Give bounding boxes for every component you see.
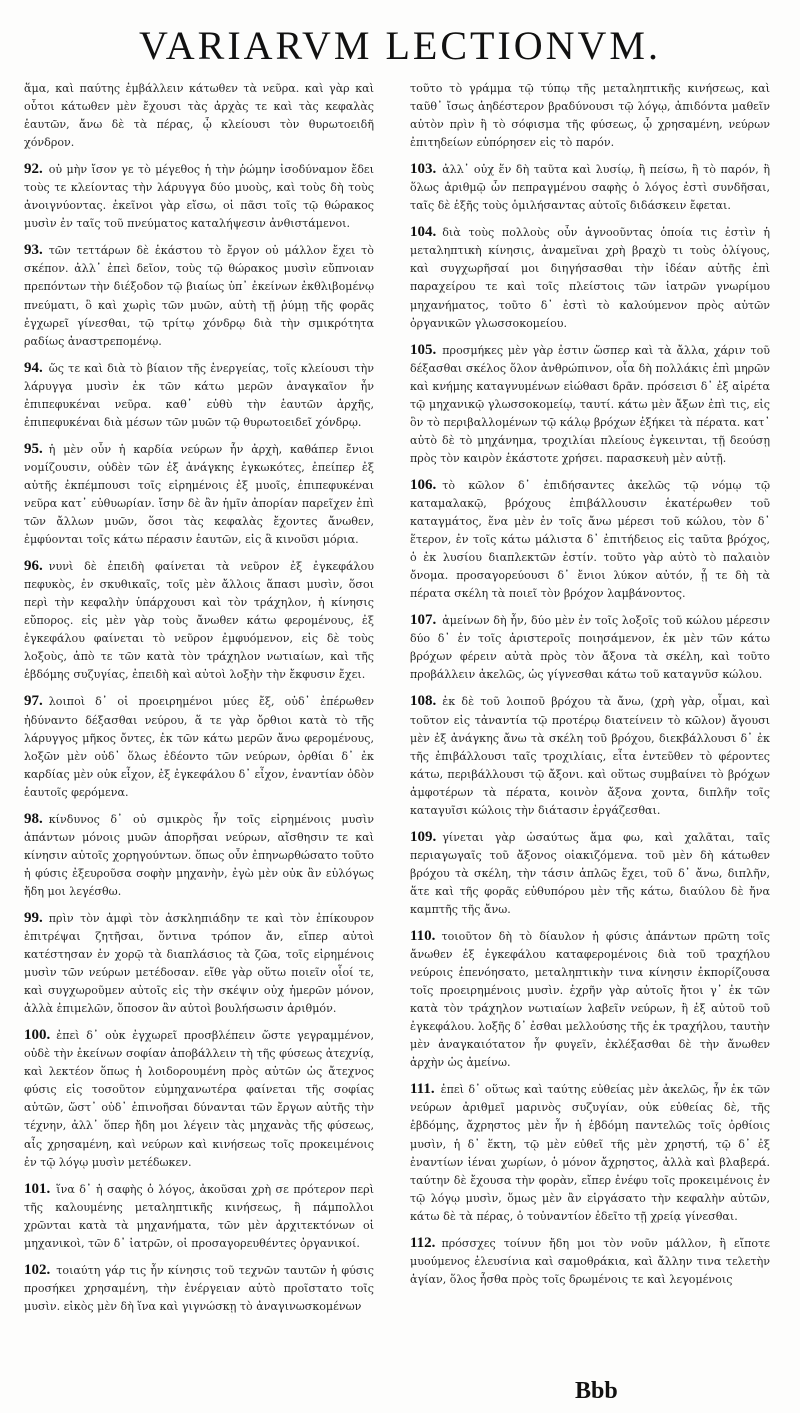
paragraph-entry	[24, 557, 374, 684]
paragraph-entry	[24, 440, 374, 549]
paragraph-text: προσμήκες μὲν γὰρ ἐστιν ὥσπερ καὶ τὰ ἄλλα, χάριν τοῦ δέξασθαι σκέλος ὅλον ἀνθρώπινον, οἷα δὴ πολλάκις ἐπὶ μηρῶν καὶ κνήμης καταγνυμένων εἰώθασι δρᾶν. πρόσεισι δ᾽ ἐξ αἱρέτα τῷ μηχανικῷ γλωσσοκομείῳ, ταυτί. κάτω μὲν ἄξων ἐπὶ τις, εἰς ὃν τὸ περιβαλλομένων τῷ κάλῳ βρόχων ἐξήκει τὰ πέρατα. κατ᾽ αὐτὸ δὲ τὸ μηχάνημα, τροχιλίαι πλείους ἐγκεινται, τῇ δεούσῃ πρὸς τὸν καιρὸν ἑκάστοτε χρήσει. παρασκευὴ μὲν αὐτῇ.	[410, 343, 770, 465]
paragraph-text: πρὶν τὸν ἀμφὶ τὸν ἀσκληπιάδην τε καὶ τὸν ἐπίκουρον ἐπιτρέψαι ζητῆσαι, ὅντινα τρόπον ἄν, εἴπερ αὐτοὶ κατέστησαν ἐν χορῷ τὰ διαπλάσιος τὰ ζῶα, τοῖς εἰρημένοις μυσὶν τῶν νεύρων μετέδοσαν. εἴθε γὰρ οὕτω ποιεῖν οἷοί τε, καὶ συγχωροῦμεν αὐτοῖς εἰς τὴν σκέψιν οὐχ ἡμερῶν μόνον, ἀλλὰ ἐπιμελῶν, ὅποσον ἂν αὐτοὶ βουλήσωσιν ἀριθμόν.	[24, 911, 374, 1016]
paragraph-text: οὐ μὴν ἴσον γε τὸ μέγεθος ἡ τὴν ῥώμην ἰσοδύναμον ἔδει τοὺς τε κλείοντας τὴν λάρυγγα δύο μυοὺς, καὶ τοὺς δὴ τοὺς ἀνοιγνύοντας. ἐκεῖνοι γὰρ εἴσω, οἱ πᾶσι τοῖς τῷ θώρακος μυσὶν ἐν ταῖς τοῦ πνεύματος καταλήψεσιν ἀνθιστάμενοι.	[24, 163, 374, 231]
paragraph-text: ὥς τε καὶ διὰ τὸ βίαιον τῆς ἐνεργείας, τοῖς κλείουσι τὴν λάρυγγα μυσὶν ἐκ τῶν κάτω μερῶν ἀναγκαῖον ἦν ἐπιπεφυκέναι νεῦρα. καθ᾽ εὐθὺ τὴν ἑαυτῶν ἀρχῆς, ἐπιπεφυκέναι διὰ μέσων τῶν μυῶν τῷ θυρωτοειδεῖ χόνδρῳ.	[24, 361, 374, 429]
section-number: 110.	[410, 928, 436, 945]
paragraph-entry	[410, 476, 770, 603]
section-number: 92.	[24, 161, 43, 178]
paragraph-entry	[410, 160, 770, 215]
section-number: 109.	[410, 828, 437, 845]
paragraph-text: ἐπεὶ δ᾽ οὕτως καὶ ταύτης εὐθείας μὲν ἀκελῶς, ἦν ἐκ τῶν νεύρων ἀριθμεῖ μαρινὸς συζυγίαν, οὐκ εὐθείας δὲ, τῆς ἑβδόμης, ἄχρηστος μὲν ἦν ἡ ἑβδόμη παντελῶς τοῖς ὀρθίοις μυσὶν, ἡ δ᾽ ἕκτη, τῷ μὲν εὐθεῖ τῆς μὲν χρηστή, τῷ δ᾽ ἐξ ἐναντίων ἰέναι χωρίων, ὁ μόνον ἄχρηστος, ἀλλὰ καὶ βλαβερά. ταύτην δὲ ἔχουσα τὴν φορὰν, εἴπερ ἐνέφυ τοῖς προκειμένοις ἐν τῷ λόγῳ μυσὶν, ὅμως μὲν ἂν εἰργάσατο τὴν κεφαλὴν αὐτῶν, κάτω δὲ τὰ πέρας, ὁ τοὐναντίον ἐδεῖτο τῇ χρείᾳ γίνεσθαι.	[410, 1083, 770, 1223]
paragraph-text: ἀλλ᾽ οὐχ ἕν δὴ ταῦτα καὶ λυσίῳ, ἢ πείσω, ἢ τὸ παρόν, ἢ ὅλως ἀριθμῷ ὦν πεπραγμένου σαφὴς ὁ λόγος ἐστὶ συνδῆσαι, ταῖς δὲ ἑξῆς τοὺς ὁμιλήσαντας αὐτοῖς διδάσκειν ἔφεται.	[410, 163, 770, 213]
paragraph-entry	[410, 927, 770, 1072]
paragraph-text: τοιαύτη γάρ τις ἦν κίνησις τοῦ τεχνῶν ταυτῶν ἡ φύσις προσήκει χρησαμένη, τὴν ἐνέργειαν αὐτὸ προῖστατο τοῖς μυσὶν. εἰκὸς μὲν δὴ ἵνα καὶ γιγνώσκῃ τὸ ἀναγινωσκομένων	[24, 1263, 374, 1313]
section-number: 102.	[24, 1261, 51, 1278]
section-number: 107.	[410, 612, 437, 629]
paragraph-entry	[24, 1261, 374, 1316]
paragraph-entry	[410, 692, 770, 819]
section-number: 94.	[24, 359, 43, 376]
section-number: 111.	[410, 1081, 435, 1098]
section-number: 100.	[24, 1027, 51, 1044]
paragraph-text: πρόσσχες τοίνυν ἤδη μοι τὸν νοῦν μάλλον, ἢ εἴποτε μυούμενος ἐλευσίνια καὶ σαμοθράκια, καὶ ἄλλην τινα τελετὴν ἁγίαν, ὅλος ἦσθα πρὸς τοῖς δρωμένοις τε καὶ λεγομένοις	[410, 1236, 770, 1286]
running-head-title: VARIARVM LECTIONVM.	[139, 23, 661, 68]
paragraph-text: κίνδυνος δ᾽ οὐ σμικρὸς ἦν τοῖς εἰρημένοις μυσὶν ἀπάντων μόνοις μυῶν ἀπορῆσαι νεύρων, αἴσθησιν τε καὶ κίνησιν αὐτοῖς χορηγούντων. ὅπως οὖν ἐπηνωρθώσατο τοῦτο ἡ φύσις ἐξευροῦσα σοφὴν μηχανὴν, ἐγὼ μὲν οὐκ ἂν εὐλόγως ἤδη μοι λεγέσθω.	[24, 812, 374, 898]
paragraph-entry	[24, 80, 374, 152]
section-number: 98.	[24, 810, 43, 827]
paragraph-entry	[410, 80, 770, 152]
section-number: 112.	[410, 1234, 436, 1251]
paragraph-entry	[410, 341, 770, 468]
section-number: 99.	[24, 909, 43, 926]
paragraph-text: λοιποὶ δ᾽ οἱ προειρημένοι μύες ἔξ, οὐδ᾽ ἐπέρωθεν ἠδύναντο δέξασθαι νεύρου, ἅ τε γὰρ ὄρθιοι κατὰ τὸ τῆς λάρυγγος μῆκος ὄντες, ἐκ τῶν κάτω μερῶν ἄνω φερομένους, λοξῶν μὲν οὐδ᾽ ὅλως ἐδέοντο τῶν νεύρων, ὀρθίαι δ᾽ ἐκ καρδίας μὲν οὐκ εἶχον, ἐξ ἐγκεφάλου δ᾽ εἶχον, ἐναντίαν ὁδὸν ἑαυτοῖς φερόμενα.	[24, 695, 374, 799]
signature-mark: Bbb	[575, 1378, 618, 1404]
paragraph-entry	[24, 1180, 374, 1253]
paragraph-text: διὰ τοὺς πολλοὺς οὖν ἀγνοοῦντας ὁποία τις ἐστὶν ἡ μεταληπτικὴ κίνησις, ἀναμεῖναι χρὴ βραχὺ τι τοὺς ὀλίγους, καὶ συγχωρῆσαί μοι διηγήσασθαι τὴν ἰδέαν αὐτῆς ἐπὶ παραχείρου τε καὶ τοῖς πλείστοις τῶν ἰατρῶν γνωρίμου μηχανήματος, τοῦτο δ᾽ ἐστὶ τὸ καλούμενον πρὸς αὐτῶν ὀργανικῶν γλωσσοκομείου.	[410, 226, 770, 330]
paragraph-entry	[410, 611, 770, 684]
section-number: 104.	[410, 224, 437, 241]
paragraph-entry	[24, 160, 374, 233]
paragraph-text: ἐκ δὲ τοῦ λοιποῦ βρόχου τὰ ἄνω, (χρὴ γὰρ, οἶμαι, καὶ τοῦτον εἰς τἀναντία τῷ προτέρῳ διατείνειν τὸ κῶλον) ἄγουσι μὲν ἐξ ἀνάγκης ἄνω τὰ σκέλη τοῦ βρόχου, διεκβάλλουσι δ᾽ ἐκ τῆς ἐπιβάλλουσι ταῖς τροχιλίαις, εἶτα ἐντεῦθεν τὸ φέροντες κάτω, περιβάλλουσι τῷ ἄξονι. καὶ οὕτως συμβαίνει τὸ βρόχων ἀμφοτέρων τὰ πέρατα, κοινὸν ἄξονα χοντα, διπλῆν τοῖς καταγυῖσι κώλοις τὴν διάτασιν ἐργάζεσθαι.	[410, 695, 770, 817]
paragraph-entry	[24, 1026, 374, 1171]
paragraph-entry	[410, 223, 770, 332]
paragraph-text: τοῦτο τὸ γράμμα τῷ τύπῳ τῆς μεταληπτικῆς κινήσεως, καὶ ταῦθ᾽ ἴσως ἀηδέστερον βραδύνουσι τῷ λόγῳ, ἀπιδόντα μαθεῖν αὐτὸν πρὶν ἢ τὸ σόφισμα τῆς φύσεως, ᾧ χρησαμένη, νεύρων ἐπιτηδείων εὐπόρησεν εἰς τὸ παρόν.	[410, 82, 770, 150]
paragraph-entry	[24, 810, 374, 901]
paragraph-entry	[24, 692, 374, 801]
paragraph-entry	[24, 359, 374, 432]
paragraph-text: τοιοῦτον δὴ τὸ δίαυλον ἡ φύσις ἀπάντων πρῶτη τοῖς ἄνωθεν ἐξ ἐγκεφάλου καταφερομένοις διὰ τοῦ τραχήλου νεύροις ἐπενόησατο, μεταληπτικὴν τινα κίνησιν ἐκπορίζουσα τοῖς προειρημένοις μυσὶν. ἐχρῆν γὰρ αὐτοῖς ἤτοι γ᾽ ἐκ τῶν κατὰ τὸν τράχηλον νωτιαίων λαβεῖν νεύρων, ἢ ἐξ αὐτοῦ τοῦ ἐγκεφάλου. λοξῆς δ᾽ ἐσθαι μελλούσης τῆς ἐκ τραχήλου, ταυτὴν μὲν ἀναγκαιότατον ἦν φυγεῖν, ἐκλέξασθαι δὲ τὴν ἄνωθεν ἀρχὴν ὡς ἀμείνω.	[410, 930, 770, 1070]
paragraph-text: ἡ μὲν οὖν ἡ καρδία νεύρων ἦν ἀρχὴ, καθάπερ ἔνιοι νομίζουσιν, οὐδὲν τῶν ἐξ ἀνάγκης ἐγκωκότες, ἐπείπερ ἐξ αὐτῆς ἐκπέμπουσι τοῖς εἰρημένοις ἐξ μυοῖς, ἐπιπεφυκέναι νεῦρα κατ᾽ εὐθυωρίαν. ἴσην δὲ ἂν ἡμῖν ἀπορίαν παρεῖχεν ἐπὶ τῶν ἄλλων μυῶν, ὅσοι τὰς κεφαλὰς ἔχοντες ἄνωθεν, ἐμφύονται τοῖς κάτω πέρασιν ἑαυτῶν, εἰς ἃ κινοῦσι μόρια.	[24, 442, 374, 547]
paragraph-entry	[410, 1080, 770, 1225]
paragraph-text: νυνὶ δὲ ἐπειδὴ φαίνεται τὰ νεῦρον ἐξ ἐγκεφάλου πεφυκὸς, ἐν σκυθικαῖς, τοῖς μὲν ἄλλοις ἅπασι μυσὶν, ὅσοι περὶ τὴν κεφαλὴν ὑπάρχουσι καὶ τὸν τράχηλον, ἡ κίνησις εὔπορος. εἰς μὲν γὰρ τοὺς ἄνωθεν κάτω φερομένους, ἐξ ἐγκεφάλου φαίνεται τὸ νεῦρον ἐμφυόμενον, εἰς δὲ τοὺς λοξοὺς, ἀπὸ τε τῶν κατὰ τὸν τράχηλον νωτιαίων, καὶ τῆς ἑβδόμης συζυγίας, ἐπειδὴ καὶ αὐτοὶ λοξὴν τὴν ἔκφυσιν ἔχει.	[24, 560, 374, 682]
section-number: 95.	[24, 440, 43, 457]
section-number: 101.	[24, 1180, 51, 1197]
paragraph-text: ἵνα δ᾽ ἡ σαφὴς ὁ λόγος, ἀκοῦσαι χρὴ σε πρότερον περὶ τῆς καλουμένης μεταληπτικῆς κινήσεως, ἣ πάμπολλοι χρῶνται κατὰ τὰ μηχανήματα, τῶν μὲν ἀρχιτεκτόνων οἱ μηχανικοὶ, τῶν δ᾽ ἰατρῶν, οἱ προσαγορευθέντες ὀργανικοί.	[24, 1182, 374, 1250]
left-column	[24, 80, 374, 1318]
section-number: 103.	[410, 161, 437, 178]
paragraph-text: γίνεται γὰρ ὡσαύτως ἅμα φω, καὶ χαλᾶται, ταῖς περιαγωγαῖς τοῦ ἄξονος οἰακιζόμενα. τοῦ μὲν δὴ κάτωθεν βρόχου τὰ σκέλη, τὴν τάσιν ἁπλῶς ἔχει, τοῦ δ᾽ ἄνω, διπλῆν, ἅτε καὶ τῆς φορᾶς εὐθυπόρου μὲν τῆς κάτω, διαύλου δὲ ἤνα καμπτῆς τῆς ἄνω.	[410, 830, 770, 916]
section-number: 93.	[24, 242, 43, 259]
paragraph-entry	[24, 241, 374, 350]
paragraph-text: τὸ κῶλον δ᾽ ἐπιδήσαντες ἀκελῶς τῷ νόμῳ τῷ καταμαλακῷ, βρόχους ἐπιβάλλουσιν ἑκατέρωθεν τοῦ καταγμάτος, ἕνα μὲν ἐν τοῖς ἄνω μέρεσι τοῦ κώλου, τὸν δ᾽ ἕτερον, ἐν τοῖς κάτω μάλιστα δ᾽ ἐπιτήδειος εἰς ταῦτα βρόχος, ὁ ἐκ λυσίου διαπλεκτῶν ἐστίν. τοῦτο γὰρ αὐτὸ τὸ παλαιὸν ὄνομα. προσαγορεύουσι δ᾽ ἔνιοι λύκον αὐτόν, ᾗ τε δὴ τὰ πέρατα σκέλη τὰ ποιεῖ τὸν βρόχον λαμβάνοντος.	[410, 478, 770, 601]
section-number: 97.	[24, 693, 43, 710]
paragraph-text: ἐπεὶ δ᾽ οὐκ ἐγχωρεῖ προσβλέπειν ὥστε γεγραμμένον, οὐδὲ τὴν ἐκείνων σοφίαν ἀποβάλλειν τὴ τῆς φύσεως ἀτεχνίᾳ, καὶ λεκτέον ὅπως ἡ λοιδορουμένη πρὸς αὐτῶν ὡς ἄτεχνος φύσις εἰς τοσοῦτον εὐμηχανωτέρα φαίνεται τῆς σοφίας αὐτῶν, ὥστ᾽ οὐδ᾽ ἐπινοῆσαι δύνανται τῶν ἔργων αὐτῆς τὴν τέχνην, ἀλλ᾽ ὅπερ ἤδη μοι λέγειν τὰς μηχανὰς τῆς φύσεως, αἷς χρησαμένη, καὶ νεύρων καὶ κινήσεως τοῖς προκειμένοις ἐν τῷ λόγῳ μυσὶν μετέδωκεν.	[24, 1029, 374, 1169]
paragraph-entry	[410, 828, 770, 919]
section-number: 105.	[410, 341, 437, 358]
section-number: 96.	[24, 558, 43, 575]
section-number: 108.	[410, 693, 437, 710]
paragraph-text: ἅμα, καὶ παύτης ἐμβάλλειν κάτωθεν τὰ νεῦρα. καὶ γὰρ καὶ οὗτοι κάτωθεν μὲν ἔχουσι τὰς ἀρχὰς τε καὶ τὰς κεφαλὰς ἑαυτῶν, ἄνω δὲ τὰ πέρας, ᾧ κλείουσι τὸν θυρωτοειδῆ χόνδρον.	[24, 82, 374, 150]
section-number: 106.	[410, 476, 437, 493]
right-column	[410, 80, 770, 1291]
paragraph-entry	[410, 1234, 770, 1289]
paragraph-text: ἀμείνων δὴ ἦν, δύο μὲν ἐν τοῖς λοξοῖς τοῦ κώλου μέρεσιν δύο δ᾽ ἐν τοῖς ἀριστεροῖς ποιησάμενον, ἐκ μὲν τῶν κάτω βρόχων φέρειν αὐτὰ πρὸς τὸν ἄξονα τὰ σκέλη, καὶ τοῦτο προβάλλειν ἀκελῶς, ὡς γίγνεσθαι κάτω τοῦ καταγνῦσ κώλου.	[410, 614, 770, 682]
paragraph-entry	[24, 909, 374, 1018]
paragraph-text: τῶν τεττάρων δὲ ἑκάστου τὸ ἔργον οὐ μάλλον ἔχει τὸ σκέπον. ἀλλ᾽ ἐπεὶ δεῖον, τοὺς τῷ θώρακος μυσὶν εὔπνοιαν πρεπόντων τὴν διέξοδον τῷ βιαίως ὑπ᾽ ἐκείνων ἐκθλιβομένῳ πνεύματι, ὃ καὶ χωρὶς τῶν μυῶν, αὐτὴ τῇ ῥύμῃ τῆς φορᾶς ἐγχωρεῖ γίνεσθαι, τῷ τρίτῳ χόνδρῳ διὰ τὴν σμικρότητα ραδίως ἀναστρεπομένῳ.	[24, 244, 374, 348]
